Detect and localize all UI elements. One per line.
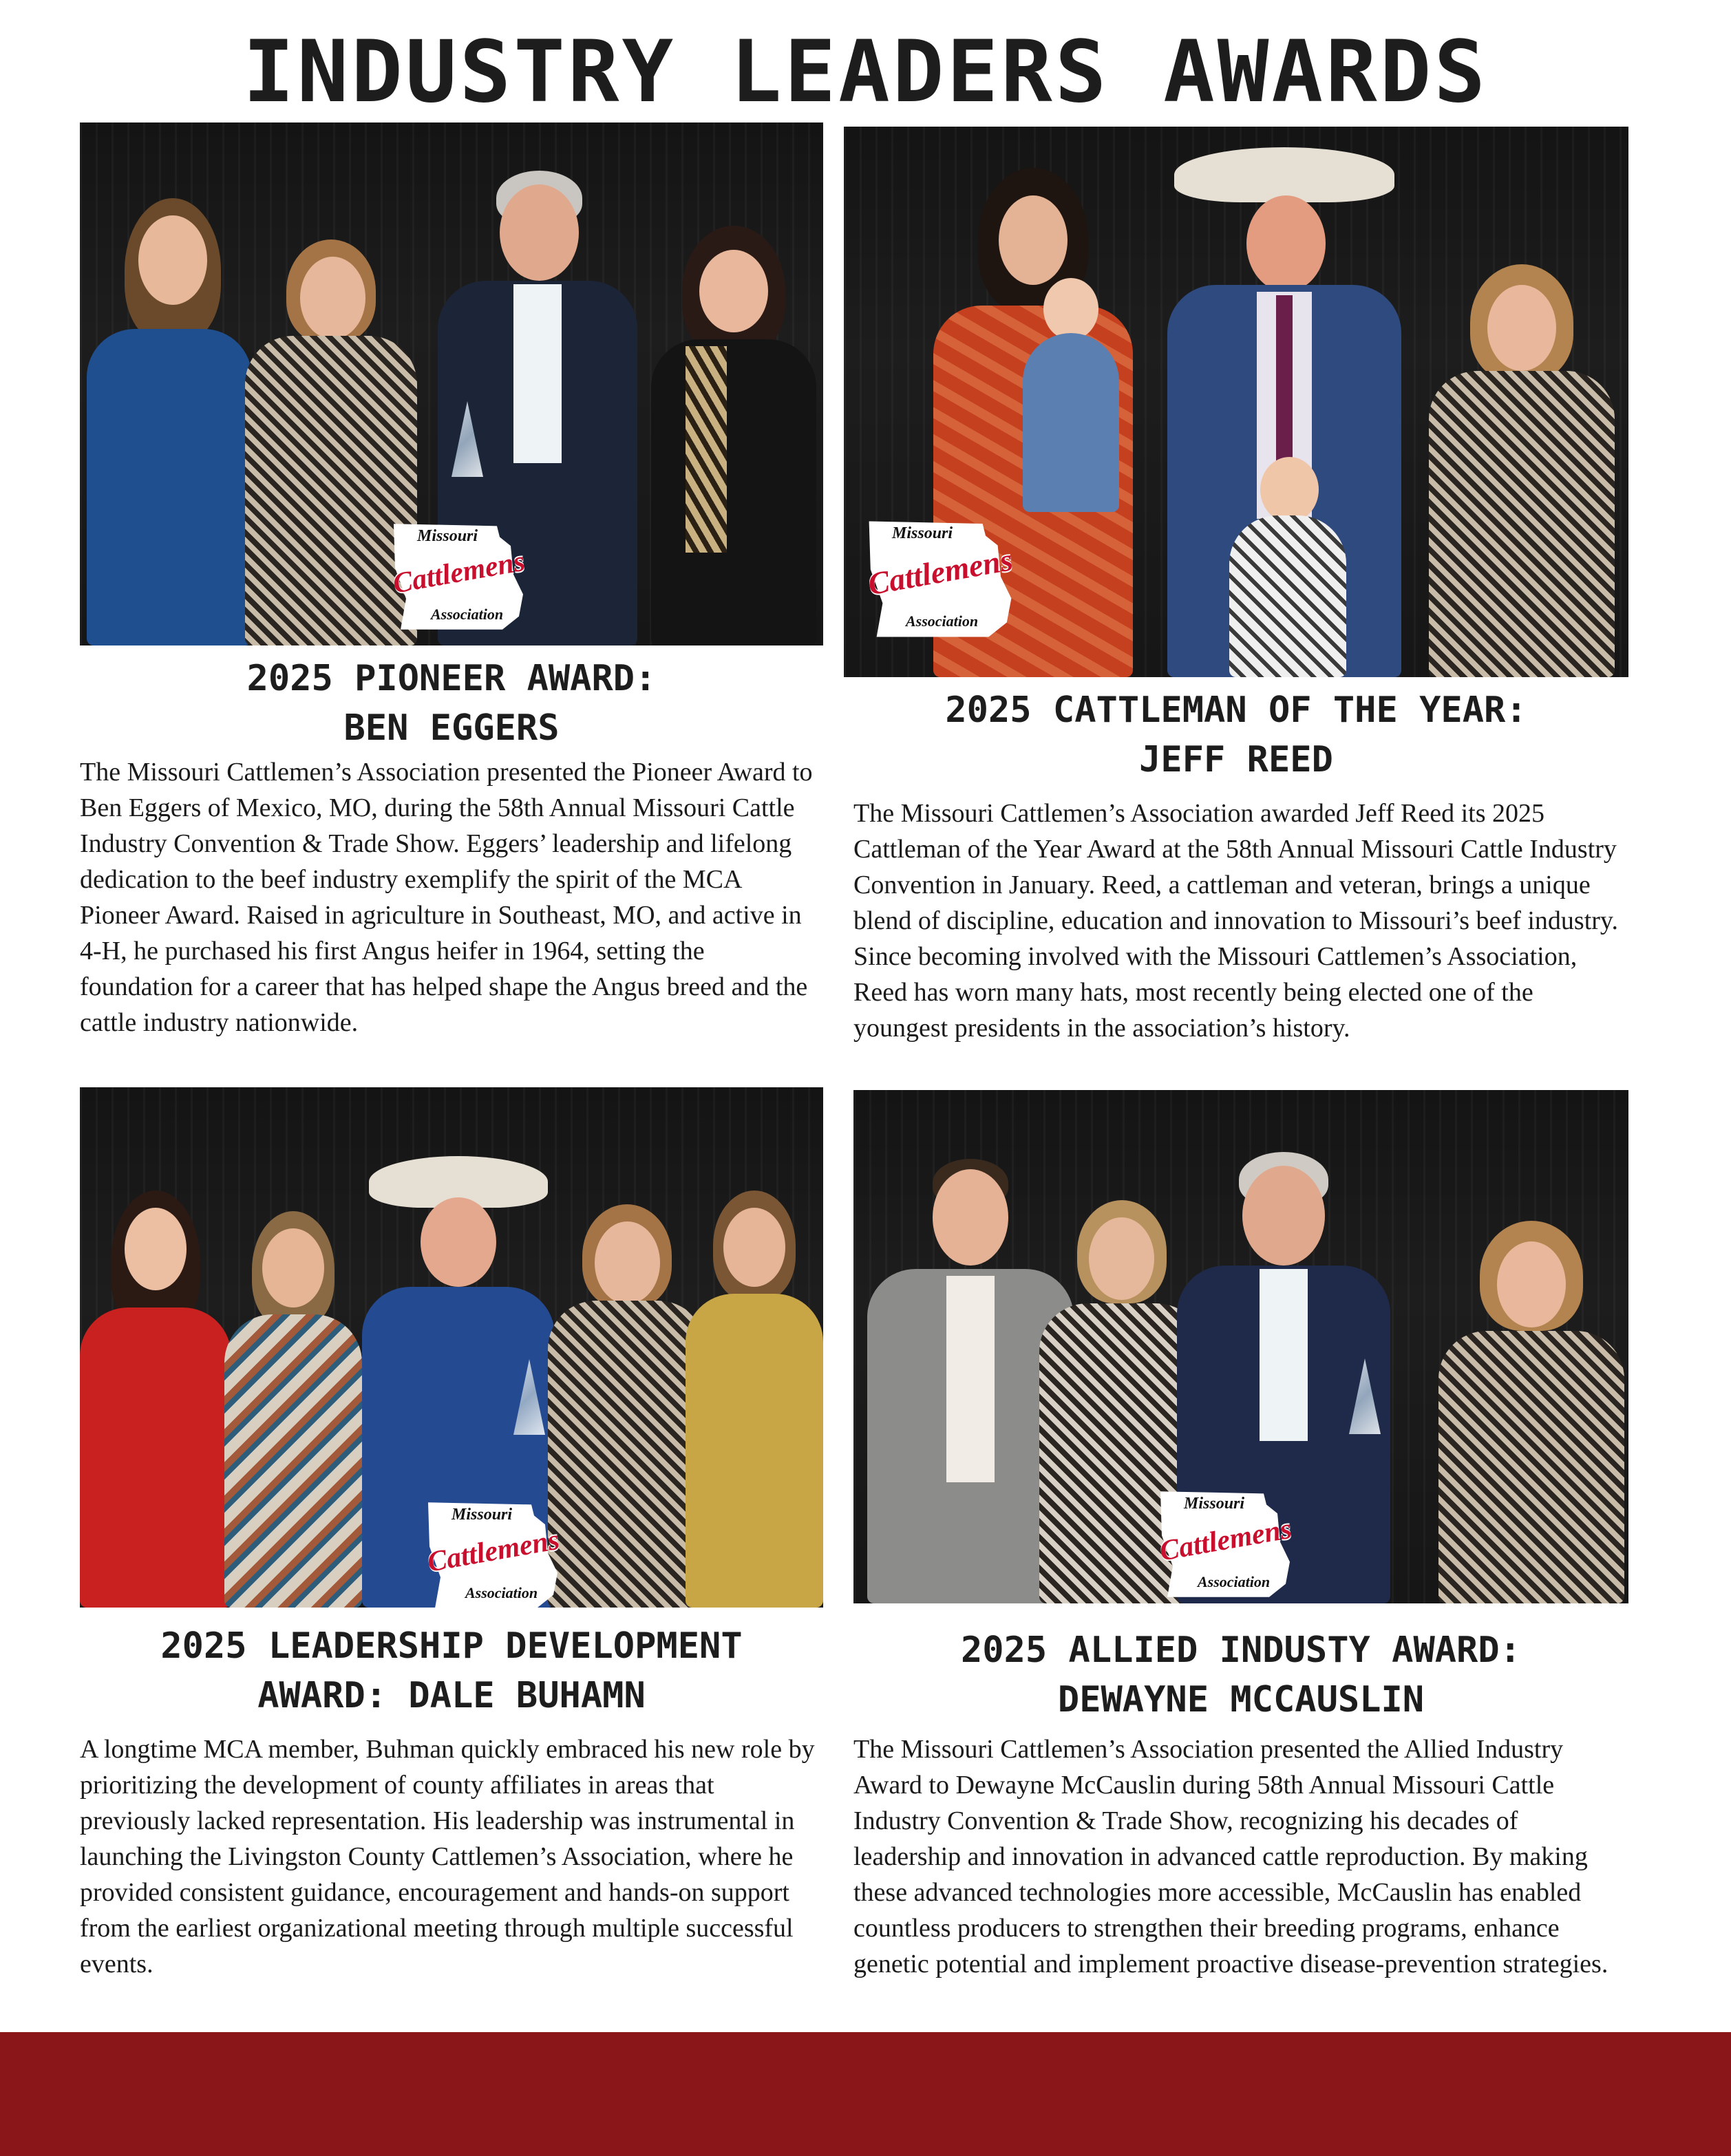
award-body-cattleman: The Missouri Cattlemen’s Association awarded Jeff Reed its 2025 Cattleman of the Year Award at the 58th Annual Missouri Cattle Industry Convention in January. Reed, a cattleman and veteran, brings a unique blend of discipline, education and innovation to Missouri’s beef industry. Since becoming involved with the Missouri Cattlemen’s Association, Reed has worn many hats, most recently being elected one of the youngest presidents in the association’s history. [853,799,1618,1043]
missouri-cattlemens-logo: Missouri Cattlemens Association [424,1500,562,1608]
award-heading-leadership: 2025 LEADERSHIP DEVELOPMENT AWARD: DALE BUHAMN [160,1625,743,1716]
award-heading-pioneer: 2025 PIONEER AWARD: BEN EGGERS [246,658,657,749]
missouri-cattlemens-logo: Missouri Cattlemens Association [1156,1489,1294,1599]
person [651,226,816,645]
award-body-allied: The Missouri Cattlemen’s Association presented the Allied Industry Award to Dewayne McCauslin during 58th Annual Missouri Cattle Industry Convention & Trade Show, recognizing his decades of leadership and innovation in advanced cattle reproduction. By making these advanced technologies more accessible, McCauslin has enabled countless producers to strengthen their breeding programs, enhance genetic potential and implement proactive disease-prevention strategies. [853,1735,1608,1978]
award-heading-cattleman: 2025 CATTLEMAN OF THE YEAR: JEFF REED [945,690,1527,780]
person [1429,264,1615,677]
person [80,1191,231,1608]
person [1229,457,1346,677]
photo-leadership-development [80,1087,823,1608]
person [224,1211,362,1608]
award-body-leadership: A longtime MCA member, Buhman quickly embraced his new role by prioritizing the development of county affiliates in areas that previously lacked representation. His leadership was instrumental in launching the Livingston County Cattlemen’s Association, where he provided consistent guidance, encouragement and hands-on support from the earliest organizational meeting through multiple successful events. [80,1735,815,1978]
person [686,1191,823,1608]
footer-band [0,2032,1731,2156]
missouri-cattlemens-logo: Missouri Cattlemens Association [390,522,527,632]
photo-allied-industry [853,1090,1628,1603]
award-body-pioneer: The Missouri Cattlemen’s Association presented the Pioneer Award to Ben Eggers of Mexico, MO, during the 58th Annual Missouri Cattle Industry Convention & Trade Show. Eggers’ leadership and lifelong dedication to the beef industry exemplify the spirit of the MCA Pioneer Award. Raised in agriculture in Southeast, MO, and active in 4-H, he purchased his first Angus heifer in 1964, setting the foundation for a career that has helped shape the Angus breed and the cattle industry nationwide. [80,758,813,1037]
person [1016,278,1126,512]
award-heading-allied: 2025 ALLIED INDUSTY AWARD: DEWAYNE MCCAUSLIN [961,1630,1521,1720]
photo-pioneer-award [80,122,823,645]
missouri-cattlemens-logo: Missouri Cattlemens Association [864,519,1016,639]
person [87,198,252,645]
page-title: INDUSTRY LEADERS AWARDS [242,23,1489,122]
photo-cattleman-of-the-year [844,127,1628,677]
person [548,1204,706,1608]
person [1438,1221,1624,1603]
